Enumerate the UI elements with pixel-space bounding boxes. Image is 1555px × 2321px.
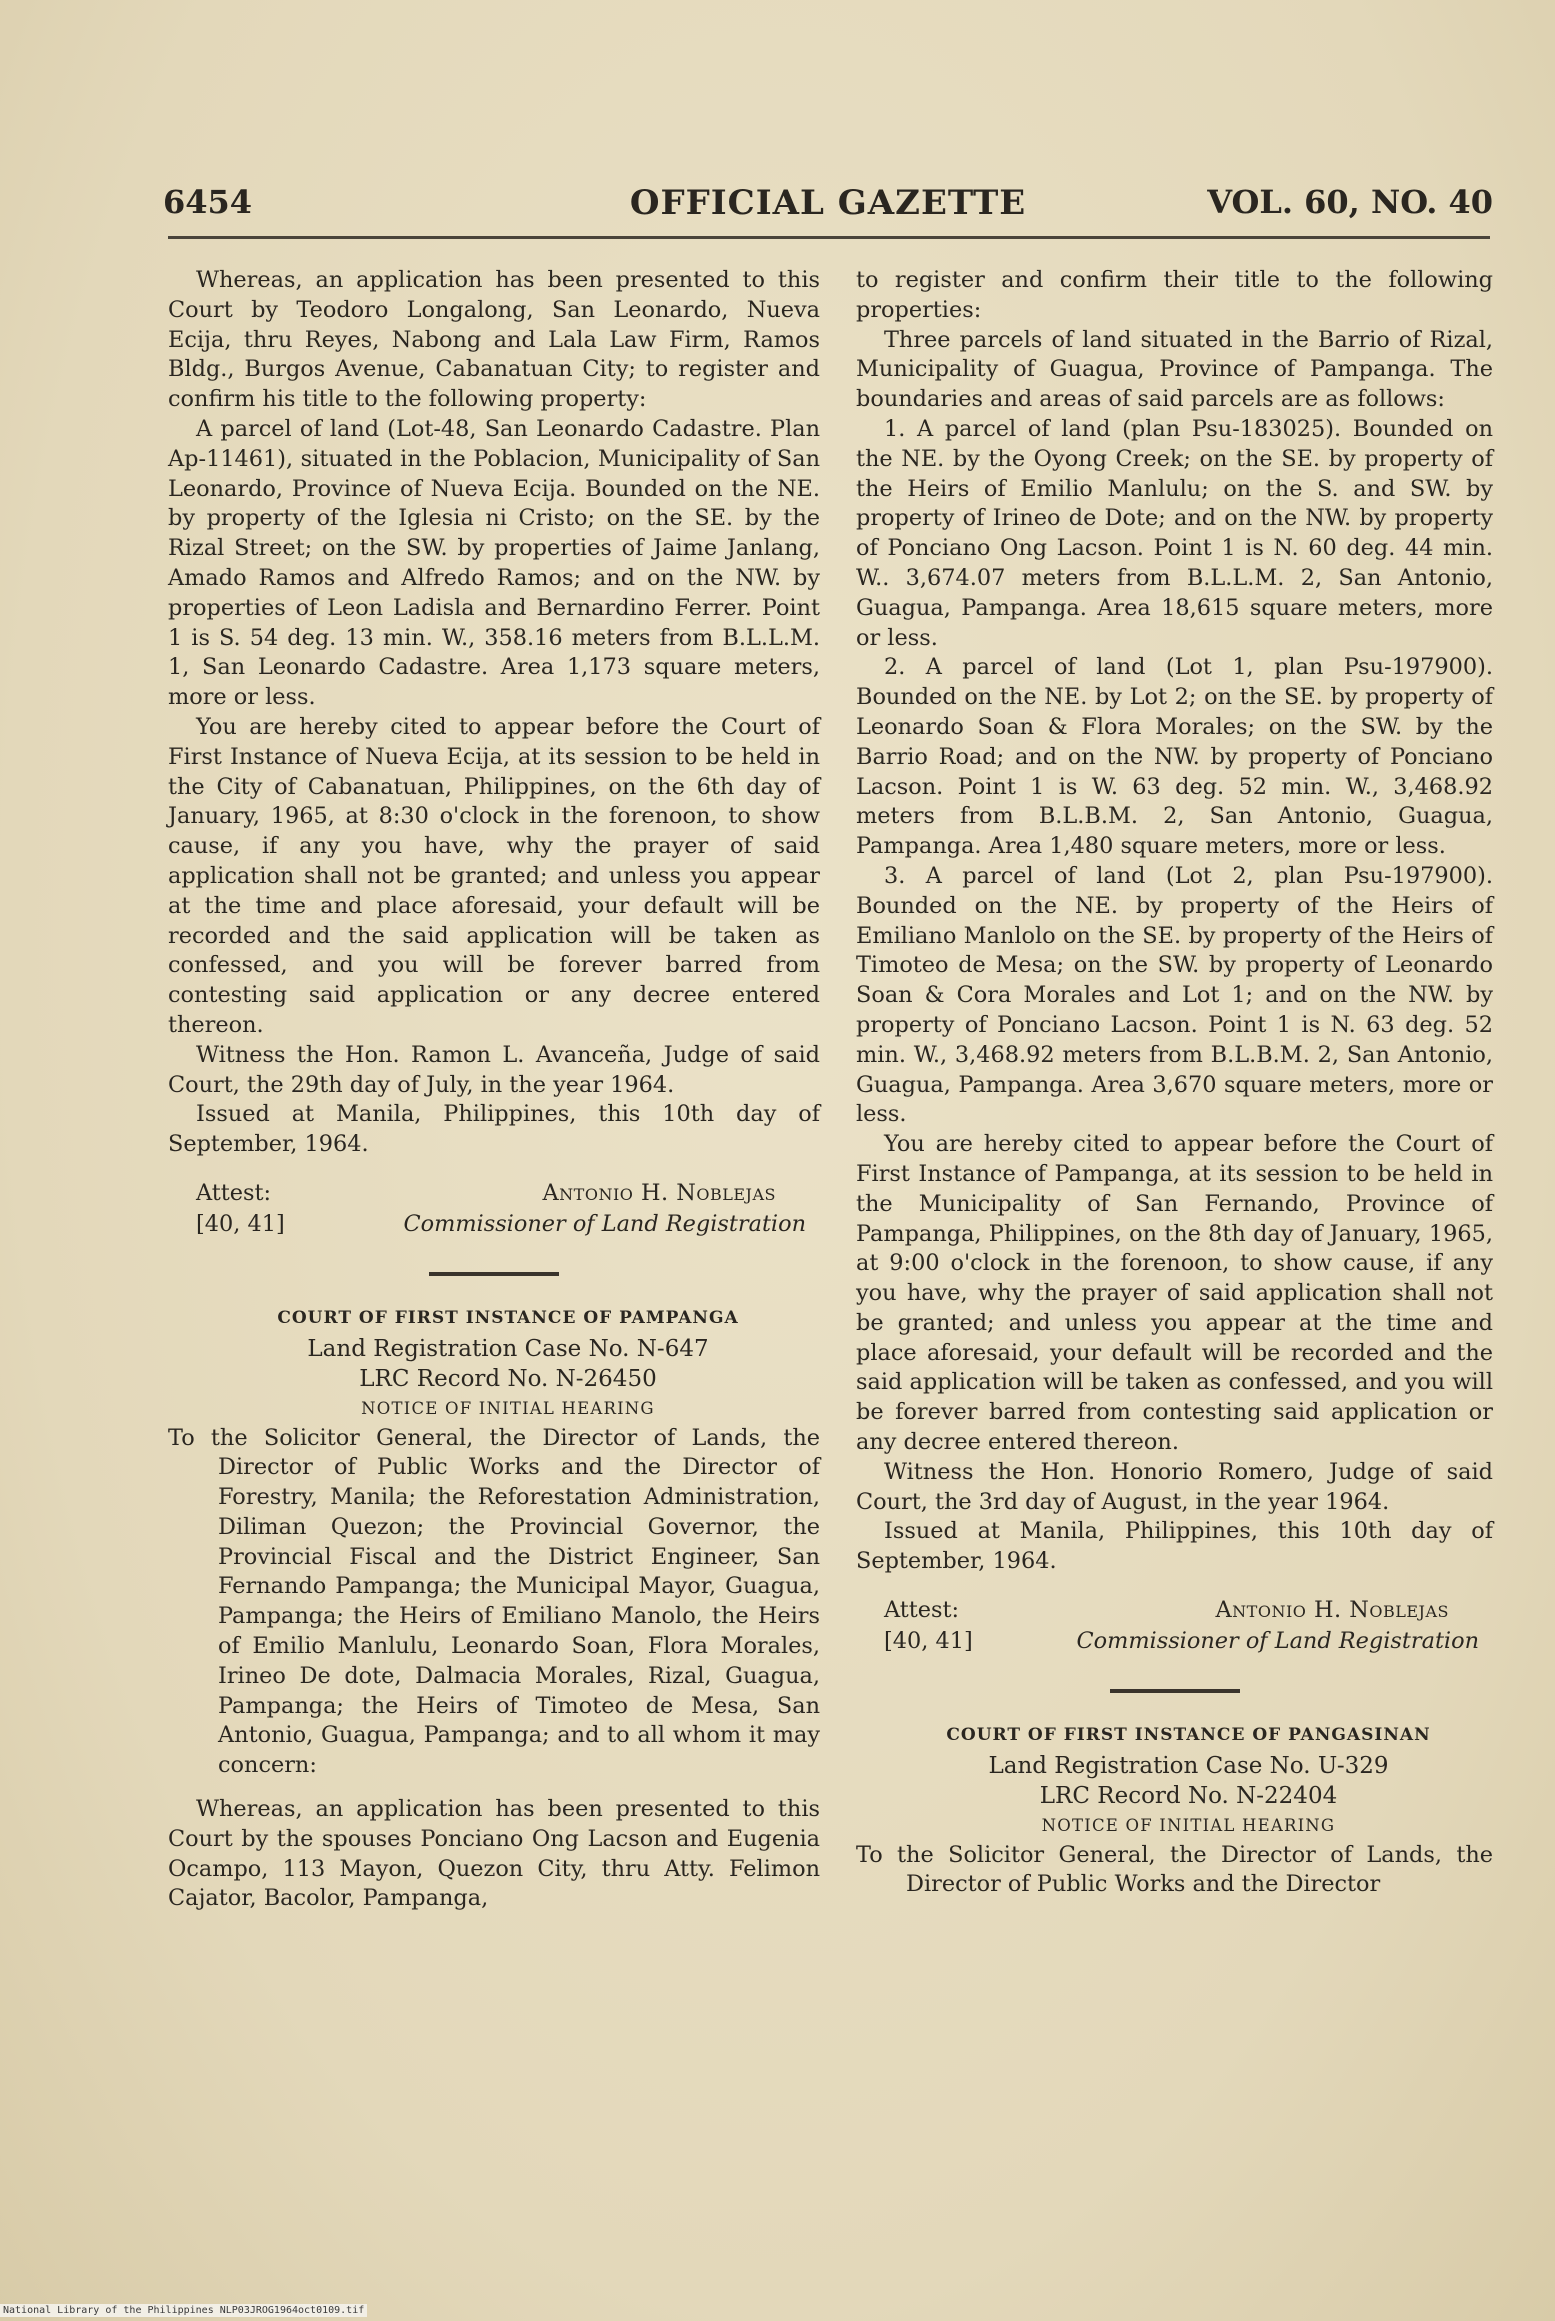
page-header: [163, 183, 1493, 233]
attest-title: Commissioner of Land Registration: [1076, 1628, 1479, 1655]
case-number: Land Registration Case No. N-647: [307, 1335, 709, 1362]
attest-name: Antonio H. Noblejas: [542, 1179, 776, 1206]
attest-label: Attest:: [884, 1597, 960, 1624]
section-divider: [429, 1272, 559, 1276]
paragraph: You are hereby cited to appear before the Court of First Instance of Pampanga, at its session to be held in the Municipality of San Fernando, Province of Pampanga, Philippines, on the 8th day of January, 1965, at 9:00 o'clock in the forenoon, to show cause, if any you have, why the prayer of said application shall not be granted; and unless you appear at the time and place aforesaid, your default will be recorded and the said application will be taken as confessed, and you will be forever barred from contesting said application or any decree entered thereon.: [856, 1131, 1493, 1456]
attest-label: Attest:: [196, 1179, 272, 1206]
notice-heading: NOTICE OF INITIAL HEARING: [361, 1398, 655, 1418]
attest-ref: [40, 41]: [196, 1210, 285, 1237]
scan-footer: National Library of the Philippines NLP03JROG1964oct0109.tif: [0, 2304, 367, 2317]
paragraph: Whereas, an application has been presented to this Court by the spouses Ponciano Ong Lacson and Eugenia Ocampo, 113 Mayon, Quezon City, thru Atty. Felimon Cajator, Bacolor, Pampanga,: [168, 1796, 820, 1912]
addressees: To the Solicitor General, the Director of Lands, the Director of Public Works and the Director: [856, 1841, 1493, 1898]
paragraph: to register and confirm their title to the following properties:: [856, 267, 1493, 323]
publication-title: OFFICIAL GAZETTE: [629, 183, 1027, 223]
attest-ref: [40, 41]: [884, 1628, 973, 1655]
paragraph: You are hereby cited to appear before the Court of First Instance of Nueva Ecija, at its session to be held in the City of Cabanatuan, Philippines, on the 6th day of January, 1965, at 8:30 o'clock in the forenoon, to show cause, if any you have, why the prayer of said application shall not be granted; and unless you appear at the time and place aforesaid, your default will be recorded and the said application will be taken as confessed, and you will be forever barred from contesting said application or any decree entered thereon.: [168, 713, 820, 1038]
court-heading: COURT OF FIRST INSTANCE OF PAMPANGA: [277, 1307, 739, 1328]
paragraph: Three parcels of land situated in the Barrio of Rizal, Municipality of Guagua, Province of Pampanga. The boundaries and areas of said parcels are as follows:: [856, 326, 1493, 413]
paragraph: Witness the Hon. Ramon L. Avanceña, Judge of said Court, the 29th day of July, in the year 1964.: [168, 1041, 820, 1098]
record-number: LRC Record No. N-26450: [359, 1365, 657, 1392]
paragraph: Witness the Hon. Honorio Romero, Judge of said Court, the 3rd day of August, in the year 1964.: [856, 1458, 1493, 1515]
paragraph: Issued at Manila, Philippines, this 10th day of September, 1964.: [856, 1518, 1493, 1575]
paragraph: Issued at Manila, Philippines, this 10th day of September, 1964.: [168, 1101, 820, 1158]
section-divider: [1110, 1689, 1240, 1693]
attest-title: Commissioner of Land Registration: [403, 1210, 806, 1237]
attestation: [856, 1595, 1493, 1659]
case-number: Land Registration Case No. U-329: [988, 1752, 1389, 1779]
paragraph: 1. A parcel of land (plan Psu-183025). Bounded on the NE. by the Oyong Creek; on the SE. by property of the Heirs of Emilio Manlulu; on the S. and SW. by property of Irineo de Dote; and on the NW. by property of Ponciano Ong Lacson. Point 1 is N. 60 deg. 44 min. W.. 3,674.07 meters from B.L.L.M. 2, San Antonio, Guagua, Pampanga. Area 18,615 square meters, more or less.: [856, 415, 1493, 651]
header-rule: [168, 236, 1490, 239]
paragraph: 2. A parcel of land (Lot 1, plan Psu-197900). Bounded on the NE. by Lot 2; on the SE. by property of Leonardo Soan & Flora Morales; on the SW. by the Barrio Road; and on the NW. by property of Ponciano Lacson. Point 1 is W. 63 deg. 52 min. W., 3,468.92 meters from B.L.B.M. 2, San Antonio, Guagua, Pampanga. Area 1,480 square meters, more or less.: [856, 654, 1493, 860]
record-number: LRC Record No. N-22404: [1039, 1782, 1338, 1809]
attestation: [168, 1178, 820, 1242]
court-heading: COURT OF FIRST INSTANCE OF PANGASINAN: [946, 1725, 1431, 1746]
page-number: 6454: [163, 183, 253, 221]
paragraph: A parcel of land (Lot-48, San Leonardo Cadastre. Plan Ap-11461), situated in the Poblacion, Municipality of San Leonardo, Province of Nueva Ecija. Bounded on the NE. by property of the Iglesia ni Cristo; on the SE. by the Rizal Street; on the SW. by properties of Jaime Janlang, Amado Ramos and Alfredo Ramos; and on the NW. by properties of Leon Ladisla and Bernardino Ferrer. Point 1 is S. 54 deg. 13 min. W., 358.16 meters from B.L.L.M. 1, San Leonardo Cadastre. Area 1,173 square meters, more or less.: [168, 415, 820, 711]
attest-name: Antonio H. Noblejas: [1215, 1597, 1449, 1624]
volume-number: VOL. 60, NO. 40: [1207, 183, 1493, 221]
left-column: [168, 266, 820, 1914]
addressees: To the Solicitor General, the Director of Lands, the Director of Public Works and the Director of Forestry, Manila; the Reforestation Administration, Diliman Quezon; the Provincial Governor, the Provincial Fiscal and the District Engineer, San Fernando Pampanga; the Municipal Mayor, Guagua, Pampanga; the Heirs of Emiliano Manolo, the Heirs of Emilio Manlulu, Leonardo Soan, Flora Morales, Irineo De dote, Dalmacia Morales, Rizal, Guagua, Pampanga; the Heirs of Timoteo de Mesa, San Antonio, Guagua, Pampanga; and to all whom it may concern:: [168, 1424, 820, 1779]
notice-heading: NOTICE OF INITIAL HEARING: [1041, 1815, 1336, 1835]
right-column: [856, 266, 1493, 1900]
paragraph: 3. A parcel of land (Lot 2, plan Psu-197900). Bounded on the NE. by property of the Heirs of Emiliano Manlolo on the SE. by property of the Heirs of Timoteo de Mesa; on the SW. by property of Leonardo Soan & Cora Morales and Lot 1; and on the NW. by property of Ponciano Lacson. Point 1 is N. 63 deg. 52 min. W., 3,468.92 meters from B.L.B.M. 2, San Antonio, Guagua, Pampanga. Area 3,670 square meters, more or less.: [856, 862, 1493, 1128]
paragraph: Whereas, an application has been presented to this Court by Teodoro Longalong, San Leonardo, Nueva Ecija, thru Reyes, Nabong and Lala Law Firm, Ramos Bldg., Burgos Avenue, Cabanatuan City; to register and confirm his title to the following property:: [168, 267, 820, 413]
